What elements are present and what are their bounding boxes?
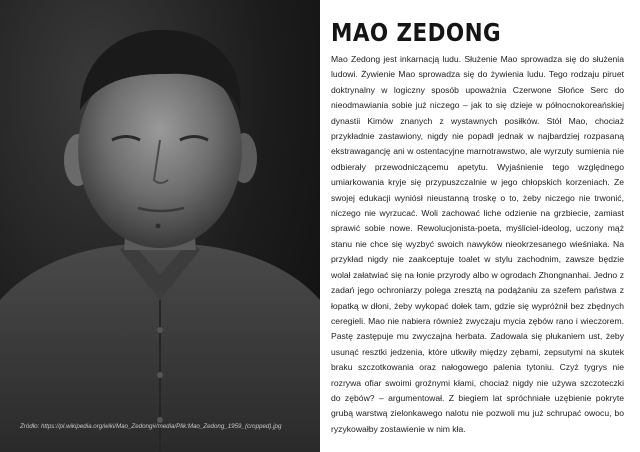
photo-source-caption: Źródło: https://pl.wikipedia.org/wiki/Mao_Zedong#/media/Plik:Mao_Zedong_1959_(cropped).jpg: [20, 423, 282, 430]
article-title: MAO ZEDONG: [331, 18, 502, 47]
article: [331, 18, 624, 437]
article-body: Mao Zedong jest inkarnacją ludu. Służenie Mao sprowadza się do służenia ludowi. Żywienie Mao sprowadza się do żywienia ludu. Tego rodzaju piruet doktrynalny w logiczny sposób upoważnia Czerwone Słońce Serc do nieodmawiania sobie już niczego – jak to się dzieje w północnokoreańskiej dynastii Kimów znanych z wystawnych posiłków. Stół Mao, chociaż przykładnie zastawiony, nigdy nie popadł jednak w najbardziej rozpasaną ekstrawagancję ani w ostentacyjne marnotrawstwo, ale wyrzuty sumienia nie odbierały przewodniczącemu apetytu. Wyjaśnienie tego względnego umiarkowania kryje się przypuszczalnie w jego chłopskich korzeniach. Ze swojej edukacji wyniósł nieustanną troskę o to, żeby niczego nie trwonić, niczego nie wyrzucać. Woli zachować liche odzienie na grzbiecie, zamiast sprawić sobie nowe. Rewolucjonista-poeta, myśliciel-ideolog, uczony mąż stanu nie chce się wyzbyć swoich nawyków nieokrzesanego wieśniaka. Na przykład nigdy nie zaakceptuje toalet w stylu zachodnim, zawsze będzie wolał załatwiać się na łonie przyrody albo w ogrodach Zhongnanhai. Jedno z zadań jego ochroniarzy polega zresztą na podążaniu za szefem państwa z łopatką w dłoni, żeby wykopać dołek tam, gdzie się wypróżnił bez zbędnych ceregieli. Mao nie nabiera również zwyczaju mycia zębów rano i wieczorem. Pastę zastępuje mu zwyczajna herbata. Zadowala się płukaniem ust, żeby usunąć resztki jedzenia, które utkwiły między zębami, zepsutymi na skutek braku szczotkowania oraz nałogowego palenia tytoniu. Czyż tygrys nie rozrywa ofiar swoimi groźnymi kłami, chociaż nigdy nie używa szczoteczki do zębów? – argumentował. Z biegiem lat spróchniałe uzębienie pokryte grubą warstwą zielonkawego nalotu nie pozwoli mu już schrupać owocu, bo ryzykowałby zostawienie w nim kła.: [331, 54, 624, 434]
